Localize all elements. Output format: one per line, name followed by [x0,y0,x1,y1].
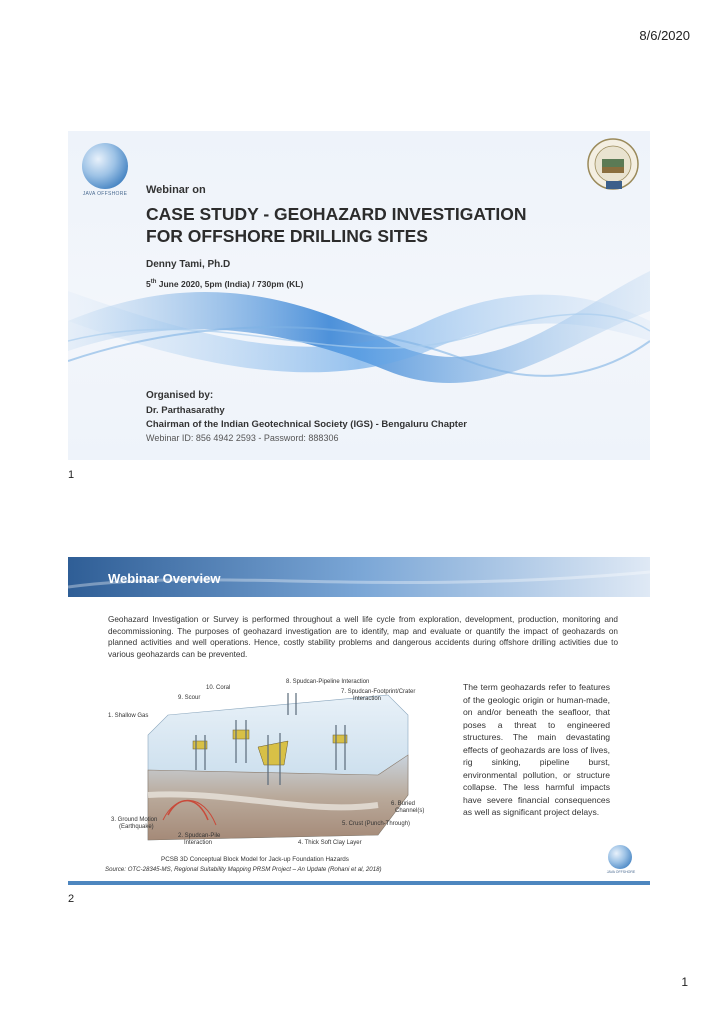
date-day: 5 [146,279,151,289]
diagram-caption: PCSB 3D Conceptual Block Model for Jack-up Foundation Hazards [161,856,349,863]
label-clay: 4. Thick Soft Clay Layer [298,840,362,846]
organiser-role: Chairman of the Indian Geotechnical Society (IGS) - Bengaluru Chapter [146,419,467,430]
intro-paragraph: Geohazard Investigation or Survey is performed throughout a well life cycle from exploration, development, production, monitoring and decommissioning. The purposes of geohazard investigation are to identify, map and evaluate or quantify the impact of geohazards on planned activities and well operations. Hence, costly stability problems and dangerous accidents during offshore drilling activities due to various geohazards can be prevented. [108,615,618,659]
logo-caption: JAVA OFFSHORE [82,191,128,197]
slide-1 [68,131,650,460]
geohazard-block-model-diagram [108,675,453,855]
webinar-date [146,279,303,289]
title-line-2: FOR OFFSHORE DRILLING SITES [146,226,428,246]
webinar-subtitle: Webinar on [146,184,206,196]
label-coral: 10. Coral [206,685,231,691]
igs-seal-logo [586,137,640,193]
author: Denny Tami, Ph.D [146,259,231,270]
label-crust: 5. Crust (Punch-Through) [342,821,411,827]
label-buried-2: Channel(s) [395,808,425,814]
organised-by-label: Organised by: [146,390,214,401]
slide-number-2: 2 [68,893,75,905]
logo-caption-small: JAVA OFFSHORE [606,870,636,874]
page-date: 8/6/2020 [639,28,690,43]
webinar-title [146,203,527,247]
date-rest: June 2020, 5pm (India) / 730pm (KL) [156,279,304,289]
label-pile-1: 2. Spudcan-Pile [178,833,221,839]
label-ground-1: 3. Ground Motion [111,817,158,823]
label-footprint-1: 7. Spudcan-Footprint/Crater [341,689,416,695]
page-number: 1 [681,975,688,989]
diagram-source: Source: OTC-28345-MS, Regional Suitability Mapping PRSM Project – An Update (Rohani et al, 2018) [105,866,382,873]
title-line-1: CASE STUDY - GEOHAZARD INVESTIGATION [146,204,527,224]
java-offshore-logo [82,143,128,189]
slide-bottom-bar [68,881,650,885]
label-shallow-gas: 1. Shallow Gas [108,713,149,719]
label-pipeline: 8. Spudcan-Pipeline Interaction [286,679,370,685]
label-footprint-2: Interaction [353,696,382,702]
date-suffix: th [150,279,157,286]
slide-title: Webinar Overview [108,571,221,586]
geohazard-definition-text: The term geohazards refer to features of the geologic origin or human-made, on and/or beneath the seafloor, that poses a threat to engineered structures. The main devastating effects of geohazards are loss of lives, rig sinking, pipeline burst, environmental pollution, or structure collapse. The less harmful impacts have severe financial consequences as well as significant project delays. [463,682,610,817]
organiser-name: Dr. Parthasarathy [146,405,225,416]
label-ground-2: (Earthquake) [119,824,154,830]
java-offshore-logo-small [608,845,632,869]
label-scour: 9. Scour [178,695,201,701]
slide-2 [68,557,650,885]
webinar-id: Webinar ID: 856 4942 2593 - Password: 888306 [146,433,339,443]
slide-number-1: 1 [68,469,75,481]
label-pile-2: Interaction [184,840,213,846]
label-buried-1: 6. Buried [391,801,416,807]
decorative-wave-graphic [68,251,650,411]
